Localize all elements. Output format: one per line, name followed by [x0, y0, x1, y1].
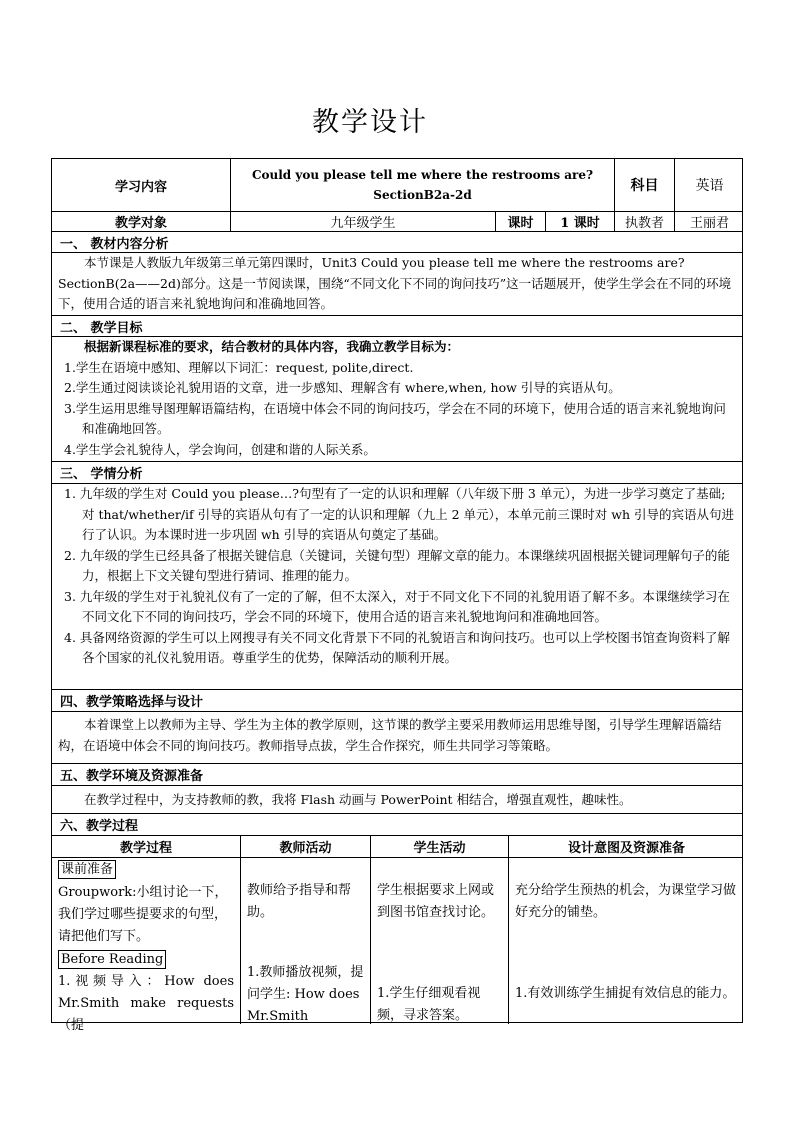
section-4-text: 本着课堂上以教师为主导、学生为主体的教学原则，这节课的教学主要采用教师运用思维导图，引导学生理解语篇结构，在语境中体会不同的询问技巧。教师指导点拔，学生合作探究，师生共同学习等策略。	[52, 711, 742, 763]
process-teacher-cell	[240, 858, 370, 1024]
section-3-title: 三、 学情分析	[52, 461, 742, 483]
section-2-intro: 根据新课程标准的要求，结合教材的具体内容，我确立教学目标为：	[84, 339, 460, 354]
stage-before-reading-text: 1.视频导入：How does Mr.Smith make requests（提	[58, 974, 234, 1033]
process-body-row	[52, 857, 742, 1033]
design-intent-2: 1.有效训练学生捕捉有效信息的能力。	[515, 986, 736, 1001]
process-design-cell	[508, 858, 744, 1024]
stage-tag-pre-class: 课前准备	[58, 860, 116, 879]
section-6-title: 六、教学过程	[52, 813, 742, 835]
content-line-2: SectionB2a-2d	[373, 188, 472, 202]
design-intent-1: 充分给学生预热的机会，为课堂学习做好充分的铺垫。	[515, 883, 737, 920]
objective-item: 2.学生通过阅读谈论礼貌用语的文章，进一步感知、理解含有 where,when, how 引导的宾语从句。	[64, 380, 621, 395]
teacher-value: 王丽君	[674, 212, 744, 231]
hours-label: 课时	[495, 212, 545, 231]
document-title: 教学设计	[312, 107, 428, 138]
row-object	[52, 211, 742, 231]
teacher-activity-1: 教师给予指导和帮助。	[247, 883, 352, 920]
hours-value: 1 课时	[545, 212, 614, 231]
section-3-body	[52, 483, 742, 689]
teacher-label: 执教者	[614, 212, 674, 231]
section-5-title: 五、教学环境及资源准备	[52, 763, 742, 785]
subject-value: 英语	[674, 159, 744, 211]
section-2-title: 二、 教学目标	[52, 315, 742, 336]
analysis-item: 4. 具备网络资源的学生可以上网搜寻有关不同文化背景下不同的礼貌语言和询问技巧。也可以上学校图书馆查询资料了解各个国家的礼仪礼貌用语。尊重学生的优势，保障活动的顺利开展。	[64, 629, 730, 665]
content-value	[230, 159, 614, 211]
section-1-text: 本节课是人教版九年级第三单元第四课时，Unit3 Could you please tell me where the restrooms are? SectionB(2a——2d)部分。这是一节阅读课，围绕“不同文化下不同的询问技巧”这一话题展开，使学生学会在不同的环境下，使用合适的语言来礼貌地询问和准确地回答。	[52, 252, 742, 315]
objective-item: 3.学生运用思维导图理解语篇结构，在语境中体会不同的询问技巧，学会在不同的环境下，使用合适的语言来礼貌地询问和准确地回答。	[64, 400, 726, 436]
process-header-row	[52, 835, 742, 857]
analysis-item: 3. 九年级的学生对于礼貌礼仪有了一定的了解，但不太深入，对于不同文化下不同的礼貌用语了解不多。本课继续学习在不同文化下不同的询问技巧，学会不同的环境下，使用合适的语言来礼貌地询问和准确地回答。	[64, 588, 730, 624]
subject-label: 科目	[614, 159, 674, 211]
process-student-cell	[370, 858, 508, 1024]
process-header-stage: 教学过程	[119, 841, 172, 856]
process-stage-cell	[52, 858, 240, 1033]
section-1-title: 一、 教材内容分析	[52, 231, 742, 252]
student-activity-1: 学生根据要求上网或到图书馆查找讨论。	[377, 883, 495, 920]
process-header-student: 学生活动	[370, 836, 508, 857]
stage-pre-class-text: Groupwork:小组讨论一下，我们学过哪些提要求的句型，请把他们写下。	[58, 885, 228, 944]
lesson-plan-table	[51, 158, 743, 1033]
process-header-teacher: 教师活动	[240, 836, 370, 857]
section-4-title: 四、教学策略选择与设计	[52, 689, 742, 711]
stage-tag-before-reading: Before Reading	[58, 950, 166, 969]
analysis-item: 2. 九年级的学生已经具备了根据关键信息（关键词，关键句型）理解文章的能力。本课继续巩固根据关键词理解句子的能力，根据上下文关键句型进行猜词、推理的能力。	[64, 547, 730, 583]
content-line-1: Could you please tell me where the restrooms are?	[251, 168, 594, 182]
row-content	[52, 159, 742, 211]
teacher-activity-2: 1.教师播放视频，提问学生: How does Mr.Smith	[247, 965, 364, 1024]
analysis-item: 1. 九年级的学生对 Could you please…?句型有了一定的认识和理解（八年级下册 3 单元），为进一步学习奠定了基础;对 that/whether/if 引导的宾语从句有了一定的认识和理解（九上 2 单元），本单元前三课时对 wh 引导的宾语从句进行了认识。为本课时进一步巩固 wh 引导的宾语从句奠定了基础。	[64, 486, 734, 542]
objective-item: 4.学生学会礼貌待人，学会询问，创建和谐的人际关系。	[64, 441, 376, 457]
process-header-design: 设计意图及资源准备	[508, 836, 744, 857]
section-5-text: 在教学过程中，为支持教师的教，我将 Flash 动画与 PowerPoint 相结合，增强直观性，趣味性。	[52, 785, 742, 813]
content-label: 学习内容	[114, 179, 167, 195]
student-activity-2: 1.学生仔细观看视频，寻求答案。	[377, 986, 481, 1023]
objective-item: 1.学生在语境中感知、理解以下词汇：request, polite,direct.	[64, 359, 414, 375]
object-value: 九年级学生	[230, 212, 495, 231]
object-label: 教学对象	[114, 216, 167, 231]
section-2-body	[52, 336, 742, 461]
